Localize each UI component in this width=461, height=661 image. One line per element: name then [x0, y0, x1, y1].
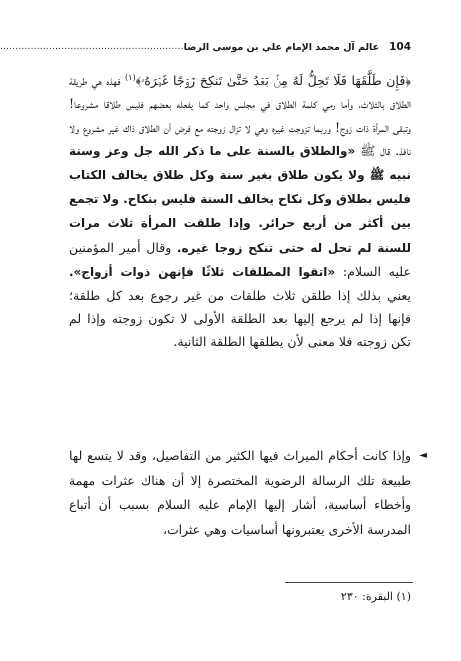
bullet-paragraph	[69, 444, 425, 542]
footnote-reference: (١)	[125, 73, 136, 82]
body-text-2: وقال أمير المؤمنين عليه السلام:	[69, 239, 411, 279]
bullet-arrow-icon: ◄	[419, 450, 427, 461]
quote-imam-rida: «والطلاق بالسنة على ما ذكر الله جل وعز وسنة نبيه ﷺ ولا يكون طلاق بغير سنة وكل طلاق يخالف الكتاب فليس بطلاق وكل نكاح يخالف السنة فليس بنكاح. ولا تجمع بين أكثر من أربع حرائر. وإذا طلقت المرأة ثلاث مرات للسنة لم تحل له حتى تنكح زوجا غيره.	[68, 143, 411, 255]
body-text-3: يعني بذلك إذا طلقن ثلاث طلقات من غير رجوع بعد كل طلقة؛ فإنها إذا لم يرجع إليها بعد الطلقة الأولى لا تكون زوجته وإذا لم تكن زوجته فلا معنى لأن يطلقها الطلقة الثانية.	[69, 288, 411, 350]
footnote-divider	[285, 582, 413, 583]
footnote: (١) البقرة: ٢٣٠	[340, 590, 411, 603]
header-leader-dots: ............................................................	[0, 42, 184, 52]
book-title: عالم آل محمد الإمام علي بن موسى الرضا	[183, 41, 380, 53]
quote-amir-al-muminin: «اتقوا المطلقات ثلاثًا فإنهن ذوات أزواج».	[69, 264, 336, 279]
body-text-1: فهذه هي طريقة الطلاق بالثلاث، وأما رمي كلمة الطلاق في مجلس واحد كما يفعله بعضهم فليس طلاقا مشروعا! وتبقى المرأة ذات زوج! وربما تزوجت غيره وهي لا تزال زوجته مع فرض أن الطلاق ذاك غير مشروع ولا نافذ. قال ﷺ	[69, 73, 411, 158]
main-text	[69, 66, 411, 354]
quran-verse: ﴿فَإِن طَلَّقَهَا فَلَا تَحِلُّ لَهُ مِنۢ بَعۡدُ حَتَّىٰ تَنكِحَ زَوۡجًا غَيۡرَهُۥ﴾	[135, 73, 411, 89]
running-header	[0, 40, 411, 54]
page-number: 104	[389, 41, 411, 53]
bullet-paragraph-text: وإذا كانت أحكام الميراث فيها الكثير من التفاصيل، وقد لا يتسع لها طبيعة تلك الرسالة الرضوية المختصرة إلا أن هناك عثرات مهمة وأخطاء أساسية، أشار إليها الإمام عليه السلام بسبب أن أتباع المدرسة الأخرى يعتبرونها أساسيات وهي عثرات،	[69, 448, 411, 537]
paragraph-1	[69, 66, 411, 354]
